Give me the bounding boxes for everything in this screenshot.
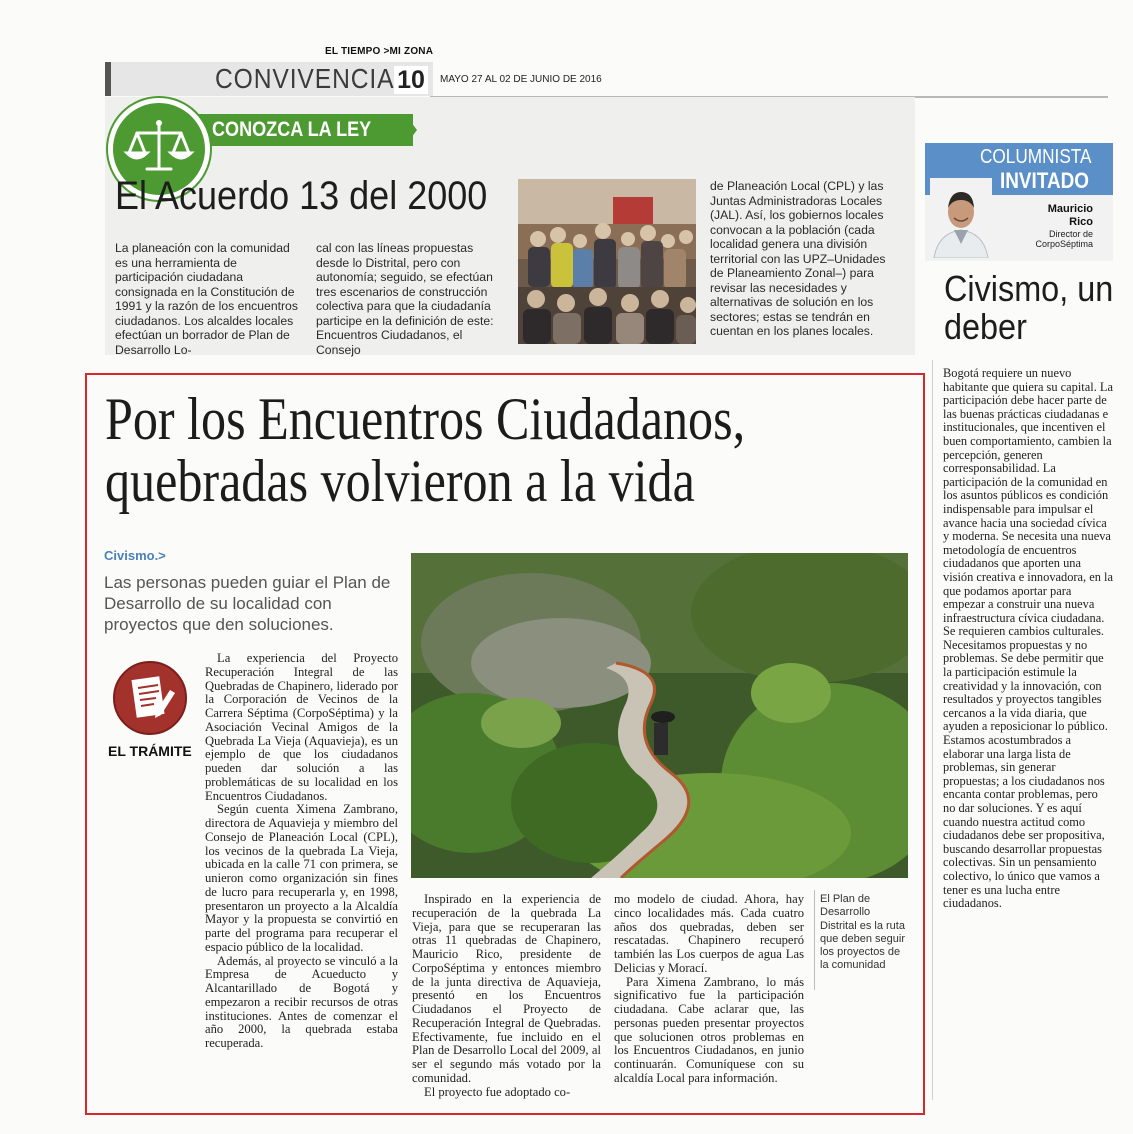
law-column-2: cal con las líneas propuestas desde lo Distrital, pero con autonomía; seguido, se efectúan tres escenarios de construcción colectiva para que la ciudadanía participe en la definición de este: Encuentros Ciudadanos, el Consejo	[316, 241, 494, 357]
headline-line-2: quebradas volvieron a la vida	[105, 448, 695, 514]
columnist-first-name: Mauricio	[1047, 203, 1093, 215]
article-paragraph: Según cuenta Ximena Zambrano, directora de Aquavieja y miembro del Consejo de Planeación Local (CPL), los vecinos de la quebrada La Vieja, ubicada en la calle 71 con primera, se unieron como organización sin fines de lucro para recuperarla y, en 1998, presentaron un proyecto a la Alcaldía Mayor y la propuesta se convirtió en parte del programa para recuperar el espacio público de la localidad.	[205, 802, 398, 954]
columnist-role-line1: Director de	[1048, 229, 1093, 239]
newspaper-brand: EL TIEMPO >MI ZONA	[325, 46, 434, 57]
issue-date: MAYO 27 AL 02 DE JUNIO DE 2016	[440, 74, 602, 85]
article-headline	[105, 388, 790, 512]
headline-line-1: Por los Encuentros Ciudadanos,	[105, 386, 746, 452]
section-name: CONVIVENCIA	[215, 63, 395, 94]
tramite-label: EL TRÁMITE	[108, 743, 192, 759]
article-deck: Las personas pueden guiar el Plan de Desarrollo de su localidad con proyectos que den soluciones.	[104, 573, 391, 634]
document-pencil-icon	[112, 660, 188, 736]
article-paragraph: La experiencia del Proyecto Recuperación Integral de las Quebradas de Chapinero, liderado por la Corporación de Vecinos de la Carrera Séptima (CorpoSéptima) y la Asociación Vecinal Amigos de la Quebrada La Vieja (Aquavieja), es un ejemplo de que los ciudadanos pueden dar solución a las problemáticas de su localidad en los Encuentros Ciudadanos.	[205, 651, 398, 803]
column-title: Civismo, un deber	[944, 268, 1114, 347]
photo-caption: El Plan de Desarrollo Distrital es la ruta que deben seguir los proyectos de la comunidad	[820, 893, 906, 972]
creek-path-photo	[411, 553, 908, 878]
column-divider	[932, 360, 933, 1100]
columnist-last-name: Rico	[1069, 216, 1093, 228]
article-paragraph: Además, al proyecto se vinculó a la Empresa de Acueducto y Alcantarillado de Bogotá y empezaron a recibir recursos de otras instituciones. Antes de comenzar el año 2000, la quebrada estaba recuperada.	[205, 953, 398, 1050]
law-column-3: de Planeación Local (CPL) y las Juntas Administradoras Locales (JAL). Así, los gobiernos locales convocan a la población (cada localidad genera una división territorial con las UPZ–Unidades de Planeamiento Zonal–) para revisar las necesidades y alternativas de solución en los sectores; estas se tendrán en cuentan en los planes locales.	[710, 179, 886, 338]
law-label: CONOZCA LA LEY	[212, 118, 372, 141]
article-paragraph: mo modelo de ciudad. Ahora, hay cinco localidades más. Cada cuatro años dos quebradas, deben ser rescatadas. Chapinero recuperó también las Los cuerpos de agua Las Delicias y Morací.	[614, 892, 804, 975]
article-paragraph: El proyecto fue adoptado co-	[424, 1084, 571, 1099]
columnist-name	[1048, 203, 1093, 229]
caption-rule	[814, 890, 815, 990]
meeting-photo	[518, 179, 696, 344]
column-body: Bogotá requiere un nuevo habitante que quiera su capital. La participación debe hacer parte de las buenas prácticas ciudadanas e institucionales, que incentiven el buen comportamiento, cambien la percepción, generen corresponsabilidad. La participación de la comunidad en los asuntos públicos es condición indispensable para impulsar el avance hacia una sociedad cívica y moderna. Se necesita una nueva metodología de encuentros ciudadanos que aporten una visión creativa e innovadora, en la que podamos aportar para empezar a construir una nueva infraestructura cívica ciudadana. Se requieren cambios culturales. Necesitamos propuestas y no problemas. Se debe permitir que la participación estimule la creatividad y la innovación, con resultados y proyectos tangibles cercanos a la vida diaria, que ayuden a reposicionar lo público. Estamos acostumbrados a elaborar una larga lista de problemas, sin generar propuestas; a los ciudadanos nos encanta contar problemas, pero no dar soluciones. Y es aquí cuando nuestra actitud como ciudadanos debe ser propositiva, buscando desarrollar propuestas colectivas. Sin un pensamiento colectivo, lo único que vamos a tener es una lucha entre ciudadanos.	[943, 366, 1113, 911]
article-paragraph: Inspirado en la experiencia de recuperación de la quebrada La Vieja, para que se recuperaran las otras 11 quebradas de Chapinero, Mauricio Rico, presidente de CorpoSéptima y entonces miembro de la junta directiva de Aquavieja, presentó en los Encuentros Ciudadanos el Proyecto de Recuperación Integral de Quebradas. Efectivamente, fue incluido en el Plan de Desarrollo Local del 2009, al ser el segundo más votado por la comunidad.	[412, 892, 601, 1085]
article-paragraph: Para Ximena Zambrano, lo más significativo fue la participación ciudadana. Cabe aclarar que, las personas pueden presentar proyectos que solucionen otros problemas en los Encuentros Ciudadanos, en junio continuarán. Comuníquese con su alcaldía Local para información.	[614, 974, 804, 1085]
article-kicker: Civismo.>	[104, 548, 166, 563]
law-heading: El Acuerdo 13 del 2000	[115, 174, 488, 218]
columnist-role	[1035, 229, 1093, 249]
page-number: 10	[394, 66, 428, 94]
article-column-2	[412, 893, 601, 1099]
columnist-label-guest: INVITADO	[1000, 168, 1089, 193]
columnist-role-line2: CorpoSéptima	[1035, 239, 1093, 249]
article-column-3	[614, 893, 804, 1086]
columnist-photo	[930, 178, 992, 258]
law-banner-arrow	[405, 114, 417, 146]
law-column-1: La planeación con la comunidad es una herramienta de participación ciudadana consignada en la Constitución de 1991 y la razón de los encuentros ciudadanos. Los alcaldes locales efectúan un borrador de Plan de Desarrollo Lo-	[115, 241, 298, 357]
columnist-label: COLUMNISTA	[980, 146, 1092, 168]
article-column-1	[205, 652, 398, 1051]
